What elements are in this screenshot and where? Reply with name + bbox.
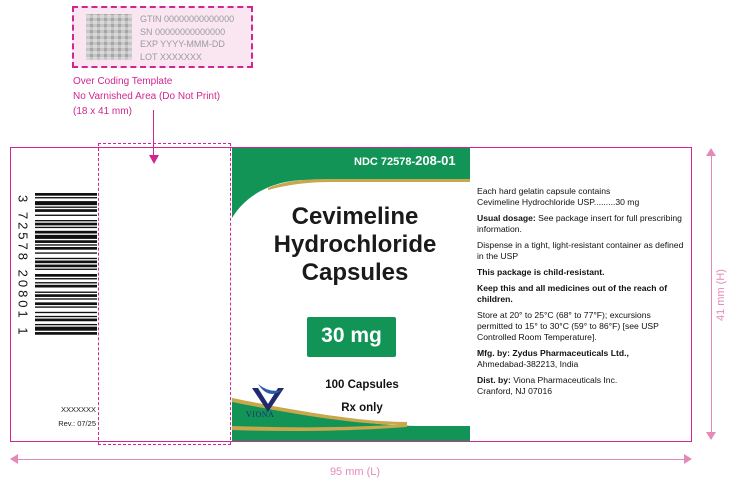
strength-badge <box>307 317 396 357</box>
arrow-up-icon <box>706 148 716 156</box>
manufacturer-label: Mfg. by: Zydus Pharmaceuticals Ltd., <box>477 348 629 358</box>
over-coding-area-outline <box>98 143 231 445</box>
lot-code: XXXXXXX <box>60 405 96 414</box>
distributor <box>477 375 687 397</box>
ndc-code: 208-01 <box>415 153 456 168</box>
storage-text: Store at 20° to 25°C (68° to 77°F); excursions permitted to 15° to 30°C (59° to 86°F) [see USP Controlled Room Temperature]. <box>477 310 659 342</box>
usual-dosage-label: Usual dosage: <box>477 213 536 223</box>
arrow-right-icon <box>684 454 692 464</box>
distributor-address: Cranford, NJ 07016 <box>477 386 552 396</box>
capsule-count: 100 Capsules <box>325 379 399 391</box>
arrow-down-icon <box>706 432 716 440</box>
ndc-number <box>354 153 456 168</box>
length-dimension-line <box>12 459 690 460</box>
ndc-prefix: NDC 72578- <box>354 156 416 168</box>
lot-field: LOT XXXXXXX <box>140 51 202 62</box>
barcode-icon <box>35 193 97 375</box>
note-line-1: Over Coding Template <box>73 76 173 87</box>
usual-dosage <box>477 213 687 235</box>
composition-line-1: Each hard gelatin capsule contains <box>477 186 611 196</box>
length-dimension-label: 95 mm (L) <box>329 466 381 478</box>
note-line-3: (18 x 41 mm) <box>73 106 132 117</box>
gtin-field: GTIN 00000000000000 <box>140 14 235 24</box>
product-name-line-1: Cevimeline <box>291 203 419 230</box>
expiry-field: EXP YYYY-MMM-DD <box>140 39 225 49</box>
serial-field: SN 00000000000000 <box>140 26 226 37</box>
manufacturer <box>477 348 687 370</box>
barcode-digits: 3 72578 20801 1 <box>15 195 31 338</box>
strength-text: 30 mg <box>321 324 382 347</box>
over-coding-note <box>73 74 220 119</box>
composition-line-2: Cevimeline Hydrochloride USP.........30 mg <box>477 197 640 207</box>
dispense-text: Dispense in a tight, light-resistant container as defined in the USP <box>477 240 684 261</box>
distributor-label: Dist. by: <box>477 375 511 385</box>
manufacturer-address: Ahmedabad-382213, India <box>477 359 579 369</box>
keep-out-label: Keep this and all medicines out of the reach of children. <box>477 283 668 304</box>
over-coding-box <box>72 6 253 68</box>
product-name-line-3: Capsules <box>301 259 409 286</box>
datamatrix-placeholder <box>86 14 132 60</box>
note-line-2: No Varnished Area (Do Not Print) <box>73 91 221 102</box>
height-dimension-label: 41 mm (H) <box>715 269 727 321</box>
arrow-left-icon <box>10 454 18 464</box>
child-resistant-text <box>477 267 687 278</box>
principal-display-panel <box>232 148 470 441</box>
rx-only-text: Rx only <box>341 402 383 414</box>
composition <box>477 186 687 208</box>
over-coding-fields <box>140 13 234 63</box>
usual-dosage-text: See package insert for full prescribing information. <box>477 213 682 234</box>
information-panel <box>477 186 687 402</box>
height-dimension-line <box>711 150 712 439</box>
product-name-line-2: Hydrochloride <box>273 231 437 258</box>
distributor-company: Viona Pharmaceuticals Inc. <box>510 375 618 385</box>
keep-out-text <box>477 283 687 305</box>
child-resistant-label: This package is child-resistant. <box>477 267 605 277</box>
revision-text: Rev.: 07/25 <box>58 419 96 428</box>
logo-text: VIONA <box>246 410 275 419</box>
product-name <box>246 203 464 287</box>
